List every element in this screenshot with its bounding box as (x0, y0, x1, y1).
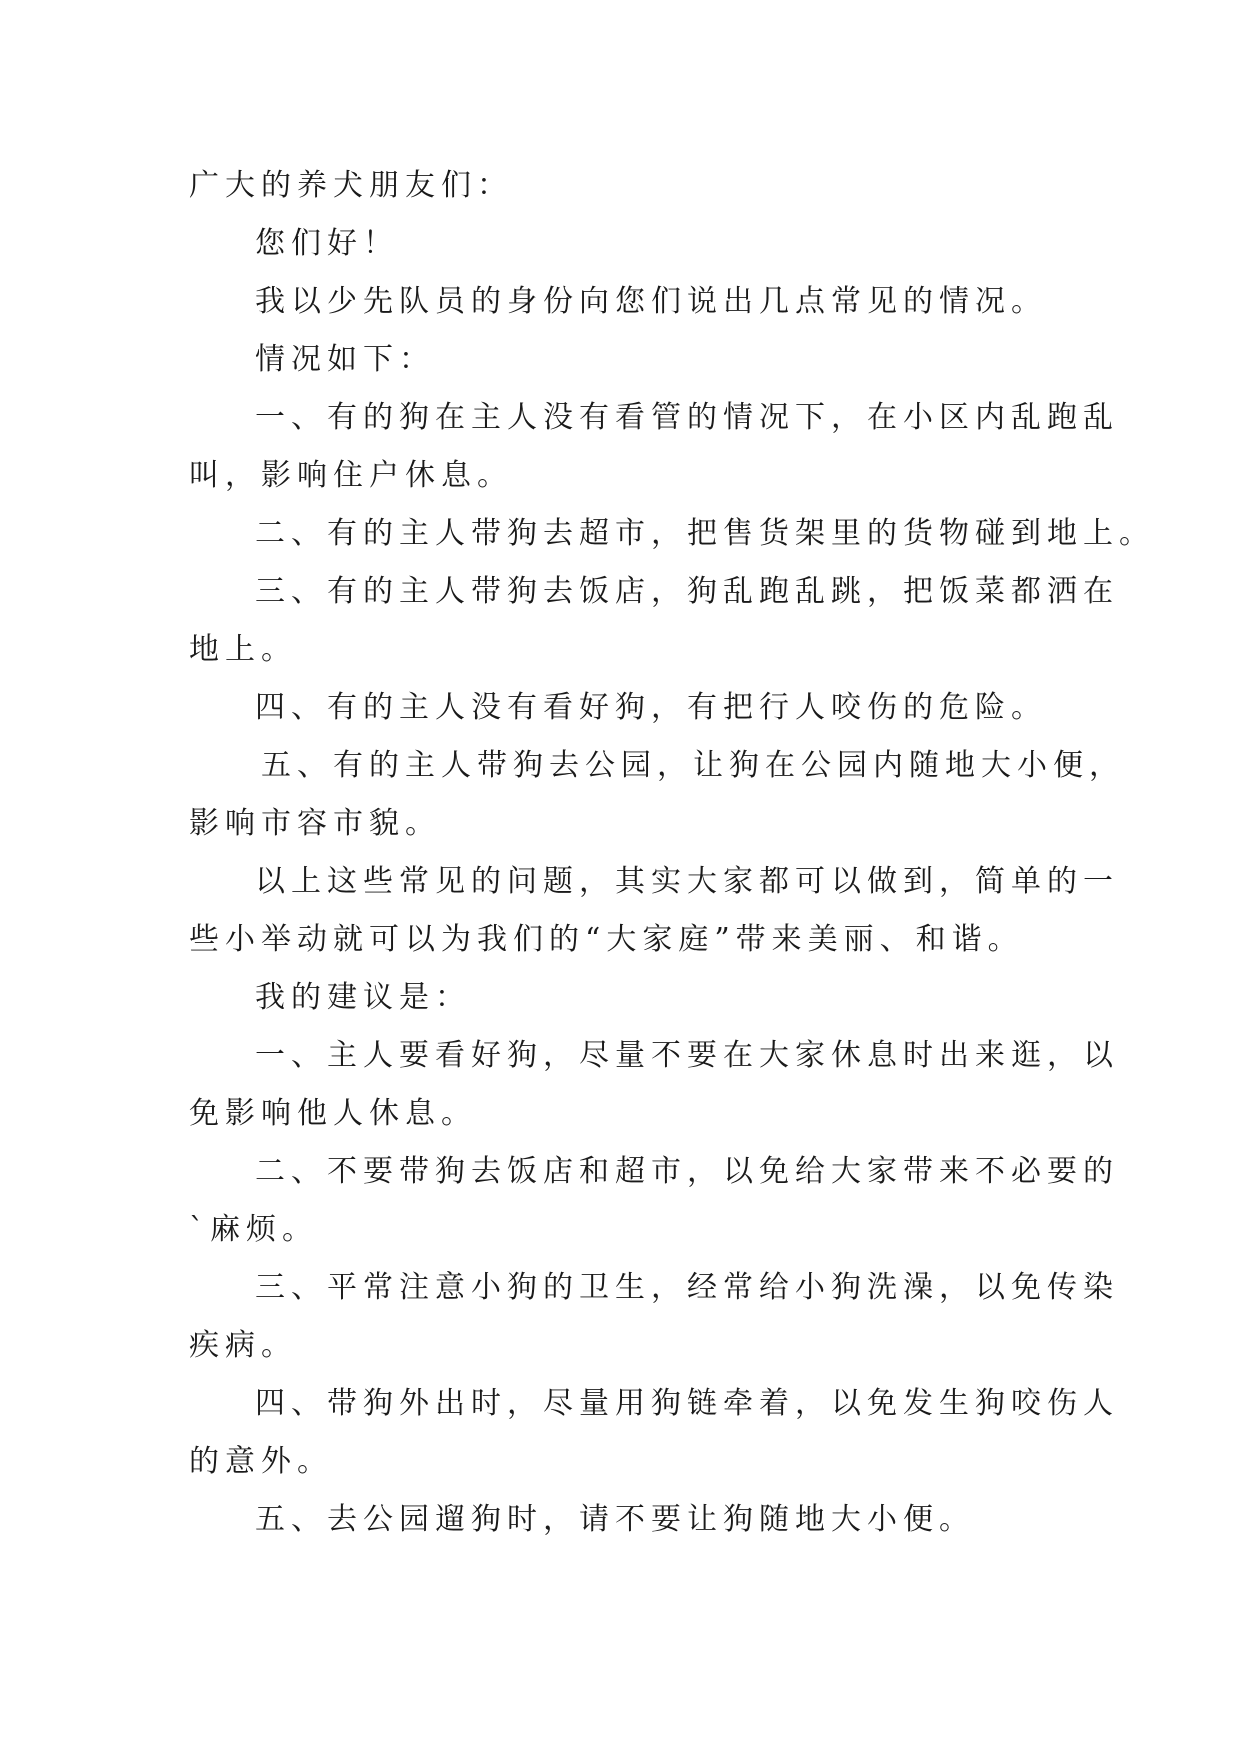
situation-3-line-2: 地上。 (189, 632, 297, 667)
summary-line-2: 些小举动就可以为我们的“大家庭”带来美丽、和谐。 (189, 922, 1024, 957)
situation-heading: 情况如下： (255, 342, 435, 377)
document-body (189, 158, 1155, 1550)
suggestion-heading: 我的建议是： (255, 980, 471, 1015)
greeting: 您们好！ (255, 226, 399, 261)
situation-3-line-1: 三、有的主人带狗去饭店，狗乱跑乱跳，把饭菜都洒在 (255, 574, 1119, 609)
situation-1-line-1: 一、有的狗在主人没有看管的情况下，在小区内乱跑乱 (255, 400, 1119, 435)
suggestion-4-line-2: 的意外。 (189, 1444, 333, 1479)
suggestion-2-line-1: 二、不要带狗去饭店和超市，以免给大家带来不必要的 (255, 1154, 1119, 1189)
situation-4: 四、有的主人没有看好狗，有把行人咬伤的危险。 (255, 690, 1047, 725)
suggestion-2-line-2: `麻烦。 (189, 1212, 318, 1247)
intro-paragraph: 我以少先队员的身份向您们说出几点常见的情况。 (255, 284, 1047, 319)
situation-5-line-1: 五、有的主人带狗去公园，让狗在公园内随地大小便， (261, 748, 1125, 783)
summary-line-1: 以上这些常见的问题，其实大家都可以做到，简单的一 (255, 864, 1119, 899)
suggestion-3-line-2: 疾病。 (189, 1328, 297, 1363)
situation-5-line-2: 影响市容市貌。 (189, 806, 441, 841)
suggestion-5: 五、去公园遛狗时，请不要让狗随地大小便。 (255, 1502, 975, 1537)
suggestion-1-line-2: 免影响他人休息。 (189, 1096, 477, 1131)
situation-2: 二、有的主人带狗去超市，把售货架里的货物碰到地上。 (255, 516, 1155, 551)
situation-1-line-2: 叫，影响住户休息。 (189, 458, 513, 493)
suggestion-4-line-1: 四、带狗外出时，尽量用狗链牵着，以免发生狗咬伤人 (255, 1386, 1119, 1421)
suggestion-3-line-1: 三、平常注意小狗的卫生，经常给小狗洗澡，以免传染 (255, 1270, 1119, 1305)
salutation: 广大的养犬朋友们： (189, 168, 513, 203)
suggestion-1-line-1: 一、主人要看好狗，尽量不要在大家休息时出来逛，以 (255, 1038, 1119, 1073)
